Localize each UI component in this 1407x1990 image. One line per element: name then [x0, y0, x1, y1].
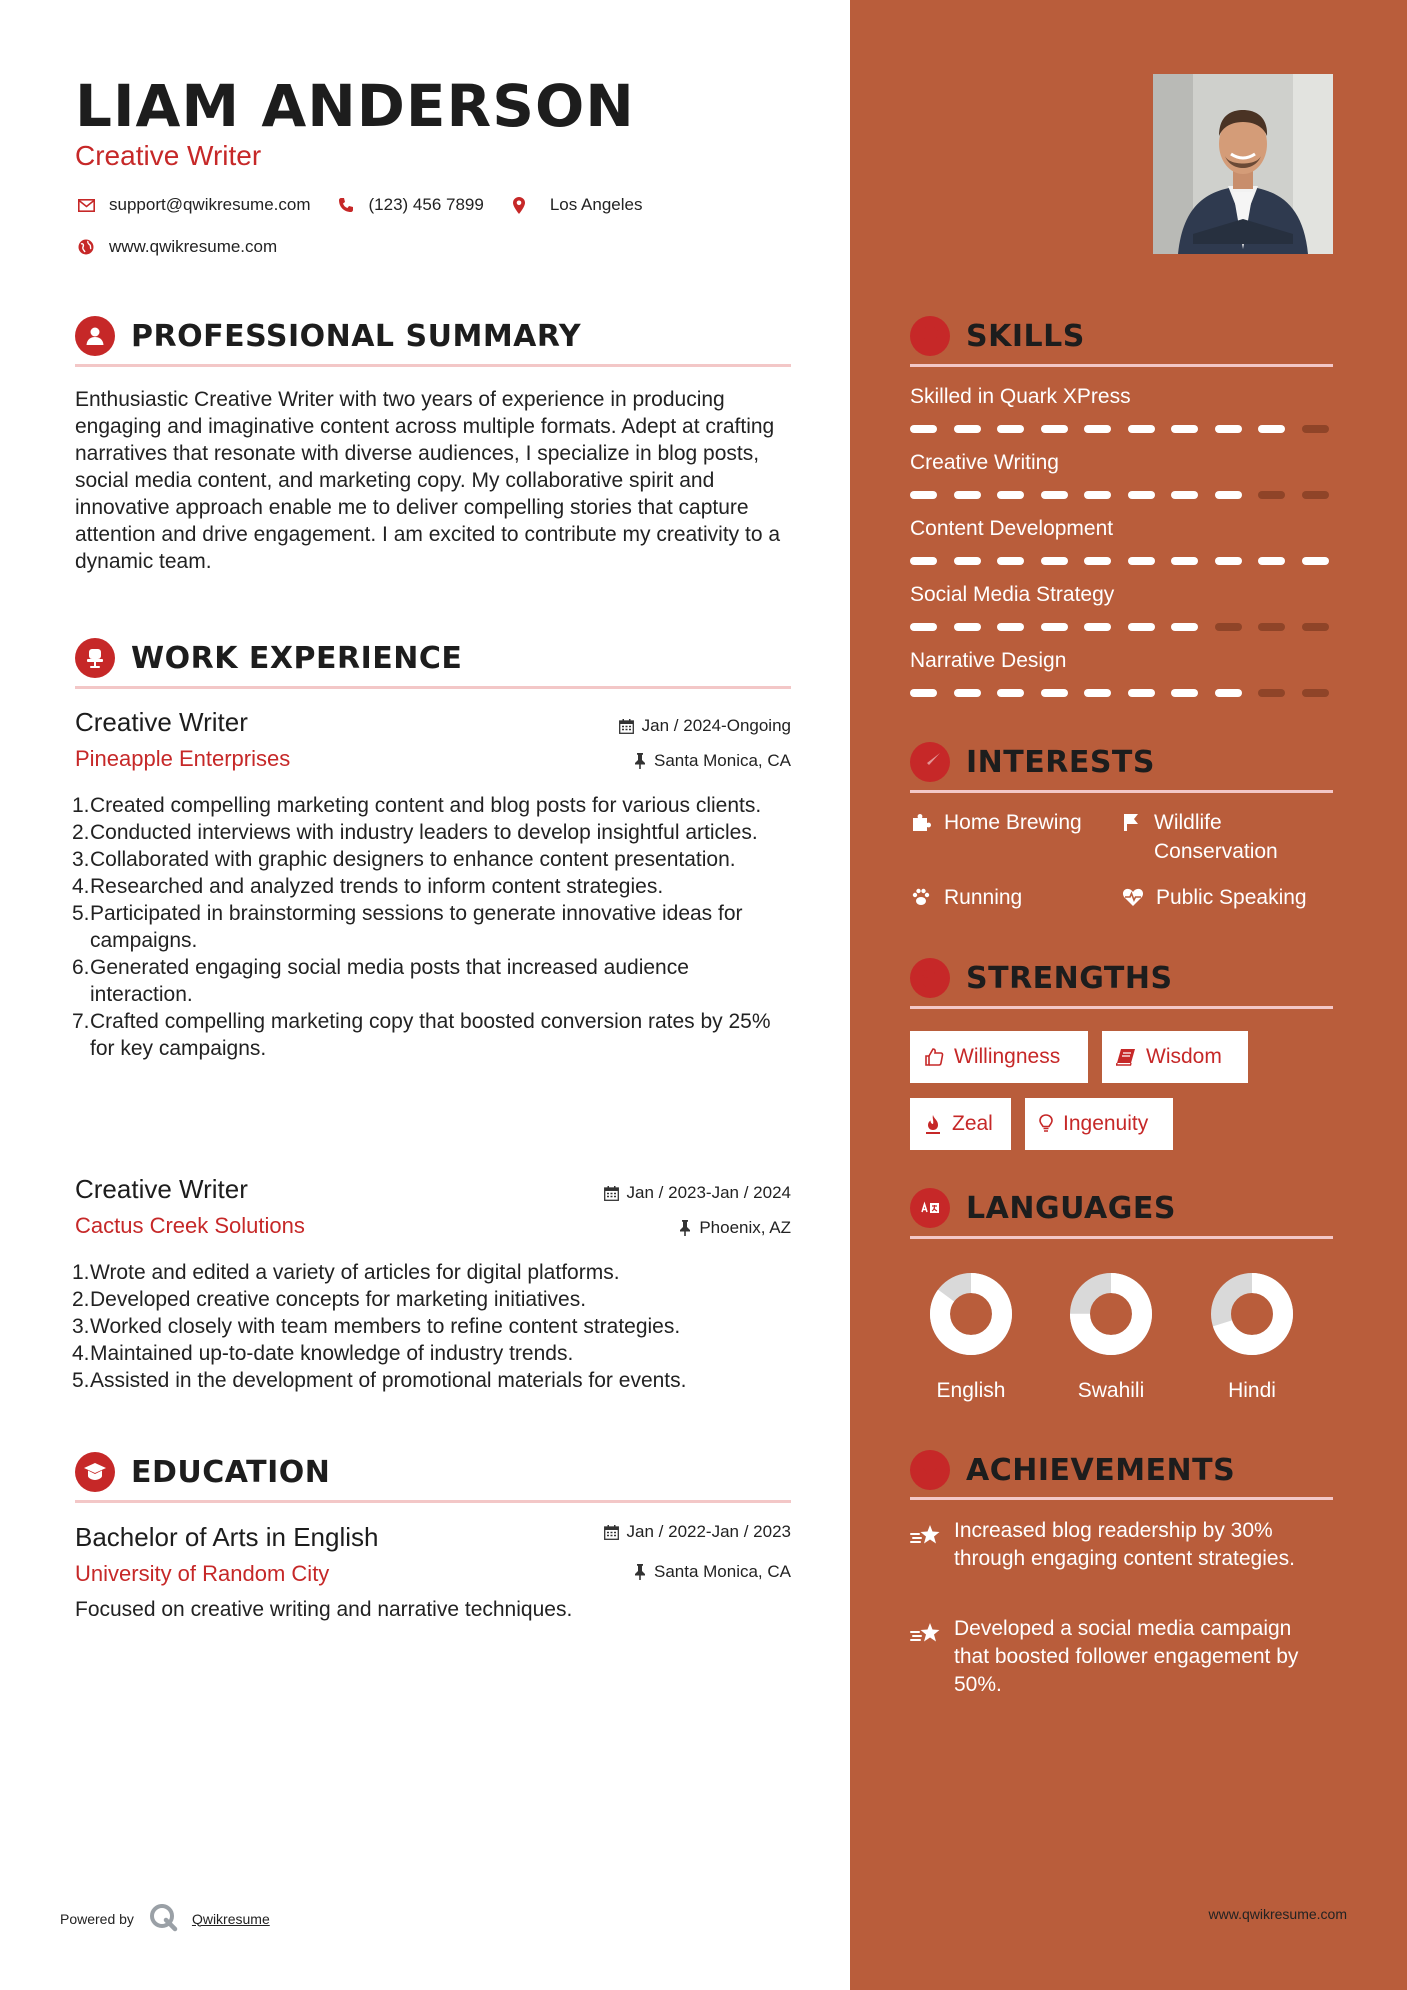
footer-website[interactable]: www.qwikresume.com	[1208, 1906, 1347, 1922]
skill-segment	[1302, 557, 1329, 565]
calendar-icon	[604, 1186, 619, 1201]
fist-icon	[910, 958, 950, 998]
job-location: Santa Monica, CA	[634, 751, 791, 771]
strength-chip: Zeal	[910, 1098, 1011, 1150]
flag-icon	[1122, 808, 1142, 832]
skill-segment	[1084, 557, 1111, 565]
paw-icon	[910, 883, 932, 907]
section-divider	[910, 1006, 1333, 1009]
contact-email[interactable]: support@qwikresume.com	[75, 194, 311, 216]
skill-segment	[1041, 491, 1068, 499]
candidate-name: LIAM ANDERSON	[75, 72, 635, 140]
fire-icon	[924, 1114, 942, 1134]
skill-segment	[997, 557, 1024, 565]
interests-heading: INTERESTS	[910, 742, 1155, 782]
skill-segment	[1128, 689, 1155, 697]
strength-chip: Ingenuity	[1025, 1098, 1173, 1150]
skill-segment	[1302, 425, 1329, 433]
skill-segment	[1128, 557, 1155, 565]
user-icon	[75, 316, 115, 356]
skill-segment	[910, 425, 937, 433]
skill-segment	[1302, 623, 1329, 631]
skill-segment	[1215, 623, 1242, 631]
skill-segment	[910, 491, 937, 499]
profile-photo	[1153, 74, 1333, 254]
skill-segment	[1171, 623, 1198, 631]
skill-segment	[910, 557, 937, 565]
skill-name: Creative Writing	[910, 451, 1059, 474]
degree: Bachelor of Arts in English	[75, 1522, 379, 1552]
skill-segment	[954, 425, 981, 433]
summary-text: Enthusiastic Creative Writer with two years of experience in producing engaging and imaginative content across multiple formats. Adept at crafting narratives that resonate with diverse audiences, I specialize in blog posts, social media content, and marketing copy. My collaborative spirit and innovative approach enable me to deliver compelling stories that capture attention and drive engagement. I am excited to contribute my creativity to a dynamic team.	[75, 388, 781, 573]
skill-level-bar	[910, 623, 1329, 631]
experience-heading: WORK EXPERIENCE	[75, 638, 462, 678]
skill-segment	[1171, 557, 1198, 565]
skill-level-bar	[910, 425, 1329, 433]
list-item: 4. Maintained up-to-date knowledge of industry trends.	[72, 1342, 574, 1365]
strength-chip: Wisdom	[1102, 1031, 1248, 1083]
section-divider	[75, 686, 791, 689]
achievements-heading: ACHIEVEMENTS	[910, 1450, 1235, 1490]
language-item: Hindi	[1207, 1272, 1297, 1403]
qwikresume-logo-icon	[148, 1902, 178, 1935]
language-item: Swahili	[1066, 1272, 1156, 1403]
skill-segment	[954, 491, 981, 499]
achievement-item: Increased blog readership by 30% through engaging content strategies.	[910, 1517, 1330, 1573]
skill-segment	[1084, 689, 1111, 697]
list-item: 7. Crafted compelling marketing copy that boosted conversion rates by 25% for key campaigns.	[72, 1010, 771, 1060]
job-date: Jan / 2024-Ongoing	[619, 716, 791, 736]
job-date: Jan / 2023-Jan / 2024	[604, 1183, 791, 1203]
list-item: 5. Assisted in the development of promotional materials for events.	[72, 1369, 687, 1392]
achievement-item: Developed a social media campaign that boosted follower engagement by 50%.	[910, 1615, 1330, 1699]
skill-segment	[1041, 425, 1068, 433]
language-level-ring	[1210, 1272, 1294, 1356]
strengths-heading: STRENGTHS	[910, 958, 1173, 998]
job-bullets	[72, 792, 795, 1062]
summary-heading: PROFESSIONAL SUMMARY	[75, 316, 581, 356]
puzzle-icon	[910, 808, 932, 832]
skill-name: Content Development	[910, 517, 1114, 540]
skill-segment	[1041, 689, 1068, 697]
skill-segment	[1041, 557, 1068, 565]
education-description: Focused on creative writing and narrative techniques.	[75, 1598, 573, 1621]
job-title: Creative Writer	[75, 1174, 248, 1204]
list-item: 1. Created compelling marketing content and blog posts for various clients.	[72, 794, 762, 817]
skill-segment	[1084, 623, 1111, 631]
job-company: Pineapple Enterprises	[75, 746, 291, 771]
language-icon	[910, 1188, 950, 1228]
section-divider	[910, 1497, 1333, 1500]
lightbulb-icon	[910, 316, 950, 356]
skill-level-bar	[910, 689, 1329, 697]
qwikresume-link[interactable]: Qwikresume	[191, 1910, 270, 1927]
contact-website[interactable]: www.qwikresume.com	[75, 236, 277, 258]
skill-segment	[1084, 491, 1111, 499]
skill-segment	[1258, 689, 1285, 697]
interest-item: Running	[910, 883, 1022, 912]
contact-location: Los Angeles	[508, 194, 643, 216]
interest-item: Home Brewing	[910, 808, 1082, 837]
calendar-icon	[619, 719, 634, 734]
interest-item: Wildlife Conservation	[1122, 808, 1322, 866]
skill-segment	[1215, 491, 1242, 499]
skill-segment	[1302, 491, 1329, 499]
language-item: English	[926, 1272, 1016, 1403]
star-badge-icon	[910, 1450, 950, 1490]
skill-name: Narrative Design	[910, 649, 1067, 672]
list-item: 4. Researched and analyzed trends to inform content strategies.	[72, 875, 664, 898]
pushpin-icon	[634, 1564, 646, 1580]
pushpin-icon	[634, 753, 646, 769]
skill-segment	[997, 623, 1024, 631]
skill-segment	[997, 491, 1024, 499]
skill-level-bar	[910, 491, 1329, 499]
shooting-star-icon	[910, 1615, 942, 1699]
list-item: 2. Conducted interviews with industry leaders to develop insightful articles.	[72, 821, 758, 844]
contact-phone[interactable]: (123) 456 7899	[335, 194, 484, 216]
shooting-star-icon	[910, 1517, 942, 1573]
skill-segment	[1258, 557, 1285, 565]
skill-segment	[1041, 623, 1068, 631]
contact-row	[75, 194, 666, 216]
education-location: Santa Monica, CA	[634, 1562, 791, 1582]
list-item: 3. Collaborated with graphic designers to enhance content presentation.	[72, 848, 736, 871]
skill-segment	[1128, 623, 1155, 631]
globe-icon	[75, 236, 97, 258]
skill-segment	[1258, 425, 1285, 433]
lightbulb-icon	[1039, 1114, 1053, 1134]
languages-heading: LANGUAGES	[910, 1188, 1176, 1228]
heartbeat-icon	[1122, 883, 1144, 907]
envelope-icon	[75, 194, 97, 216]
section-divider	[75, 364, 791, 367]
skill-segment	[910, 689, 937, 697]
skill-segment	[1171, 689, 1198, 697]
section-divider	[75, 1500, 791, 1503]
job-bullets	[72, 1259, 795, 1394]
section-divider	[910, 1236, 1333, 1239]
phone-icon	[335, 194, 357, 216]
skill-segment	[1215, 689, 1242, 697]
language-level-ring	[1069, 1272, 1153, 1356]
skill-segment	[1084, 425, 1111, 433]
skill-segment	[1171, 491, 1198, 499]
skill-segment	[1258, 623, 1285, 631]
skill-segment	[954, 557, 981, 565]
skill-segment	[1302, 689, 1329, 697]
candidate-title: Creative Writer	[75, 140, 262, 171]
skill-segment	[1215, 425, 1242, 433]
school: University of Random City	[75, 1561, 330, 1586]
skill-segment	[1215, 557, 1242, 565]
list-item: 3. Worked closely with team members to refine content strategies.	[72, 1315, 681, 1338]
book-icon	[1116, 1048, 1136, 1066]
language-level-ring	[929, 1272, 1013, 1356]
skill-segment	[1128, 491, 1155, 499]
skill-segment	[1171, 425, 1198, 433]
skill-name: Social Media Strategy	[910, 583, 1115, 606]
powered-by: Powered by Qwikresume	[60, 1902, 270, 1935]
list-item: 6. Generated engaging social media posts that increased audience interaction.	[72, 956, 689, 1006]
skill-segment	[997, 425, 1024, 433]
skill-segment	[997, 689, 1024, 697]
interest-item: Public Speaking	[1122, 883, 1307, 912]
paper-plane-icon	[910, 742, 950, 782]
skill-segment	[954, 689, 981, 697]
skill-segment	[1258, 491, 1285, 499]
skill-segment	[910, 623, 937, 631]
skills-heading: SKILLS	[910, 316, 1085, 356]
thumbs-up-icon	[924, 1047, 944, 1067]
job-title: Creative Writer	[75, 707, 248, 737]
section-divider	[910, 790, 1333, 793]
skill-level-bar	[910, 557, 1329, 565]
skill-segment	[954, 623, 981, 631]
education-date: Jan / 2022-Jan / 2023	[604, 1522, 791, 1542]
skill-segment	[1128, 425, 1155, 433]
graduation-cap-icon	[75, 1452, 115, 1492]
job-location: Phoenix, AZ	[679, 1218, 791, 1238]
pushpin-icon	[679, 1220, 691, 1236]
calendar-icon	[604, 1525, 619, 1540]
list-item: 1. Wrote and edited a variety of articles for digital platforms.	[72, 1261, 620, 1284]
strength-chip: Willingness	[910, 1031, 1088, 1083]
list-item: 2. Developed creative concepts for marketing initiatives.	[72, 1288, 587, 1311]
list-item: 5. Participated in brainstorming sessions to generate innovative ideas for campaigns.	[72, 902, 743, 952]
briefcase-chair-icon	[75, 638, 115, 678]
map-marker-icon	[508, 194, 530, 216]
job-company: Cactus Creek Solutions	[75, 1213, 305, 1238]
section-divider	[910, 364, 1333, 367]
education-heading: EDUCATION	[75, 1452, 330, 1492]
skill-name: Skilled in Quark XPress	[910, 385, 1131, 408]
